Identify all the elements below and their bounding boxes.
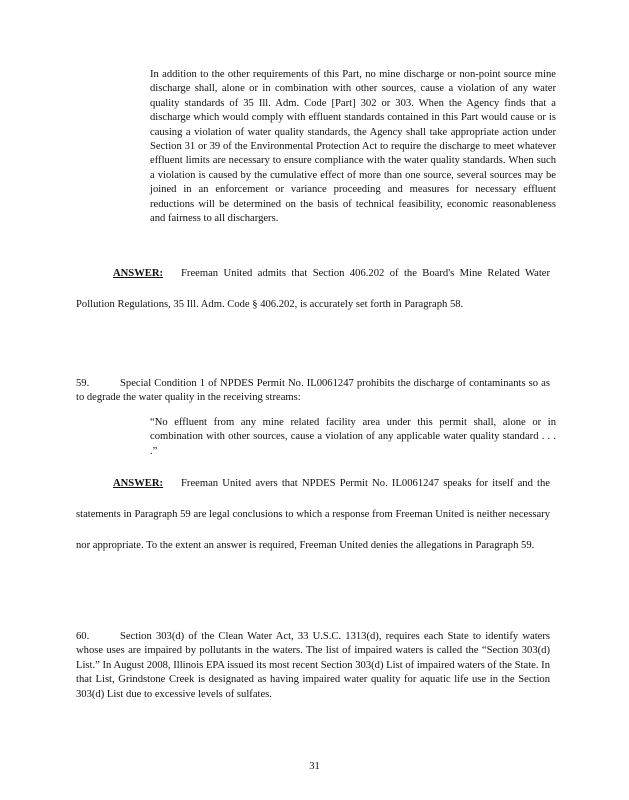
paragraph-text: Special Condition 1 of NPDES Permit No. IL0061247 prohibits the discharge of contaminants so as to degrade the water quality in the receiving streams: <box>76 378 550 404</box>
answer-paragraph-58 <box>76 258 550 320</box>
paragraph-number: 59. <box>76 378 90 389</box>
page-number: 31 <box>309 761 320 772</box>
paragraph-text: Section 303(d) of the Clean Water Act, 33 U.S.C. 1313(d), requires each State to identify waters whose uses are impaired by pollutants in the waters. The list of impaired waters is called the “Section 303(d) List.” In August 2008, Illinois EPA issued its most recent Section 303(d) List of impaired waters of the State. In that List, Grindstone Creek is designated as having impaired water quality for aquatic life use in the Section 303(d) List due to excessive levels of sulfates. <box>76 631 550 700</box>
answer-label: ANSWER: <box>113 478 164 489</box>
answer-text: Freeman United avers that NPDES Permit No. IL0061247 speaks for itself and the statements in Paragraph 59 are legal conclusions to which a response from Freeman United is neither necessary nor appropriate. To the extent an answer is required, Freeman United denies the allegations in Paragraph 59. <box>76 478 550 551</box>
answer-text: Freeman United admits that Section 406.202 of the Board's Mine Related Water Pollution Regulations, 35 Ill. Adm. Code § 406.202, is accurately set forth in Paragraph 58. <box>76 268 550 310</box>
block-quote-regulation-406-202: In addition to the other requirements of this Part, no mine discharge or non-point source mine discharge shall, alone or in combination with other sources, cause a violation of any water quality standards of 35 Ill. Adm. Code [Part] 302 or 303. When the Agency finds that a discharge which would comply with effluent standards contained in this Part would cause or is causing a violation of water quality standards, the Agency shall take appropriate action under Section 31 or 39 of the Environmental Protection Act to require the discharge to meet whatever effluent limits are necessary to ensure compliance with the water quality standards. When such a violation is caused by the cumulative effect of more than one source, several sources may be joined in an enforcement or variance proceeding and measures for necessary effluent reductions will be determined on the basis of technical feasibility, economic reasonableness and fairness to all dischargers. <box>150 69 556 225</box>
allegation-paragraph-60 <box>76 630 550 702</box>
answer-paragraph-59 <box>76 468 550 561</box>
allegation-paragraph-59 <box>76 377 550 406</box>
answer-label: ANSWER: <box>113 268 164 279</box>
block-quote-special-condition-1: “No effluent from any mine related facility area under this permit shall, alone or in combination with other sources, cause a violation of any applicable water quality standard . . . .” <box>150 417 556 457</box>
paragraph-number: 60. <box>76 631 90 642</box>
